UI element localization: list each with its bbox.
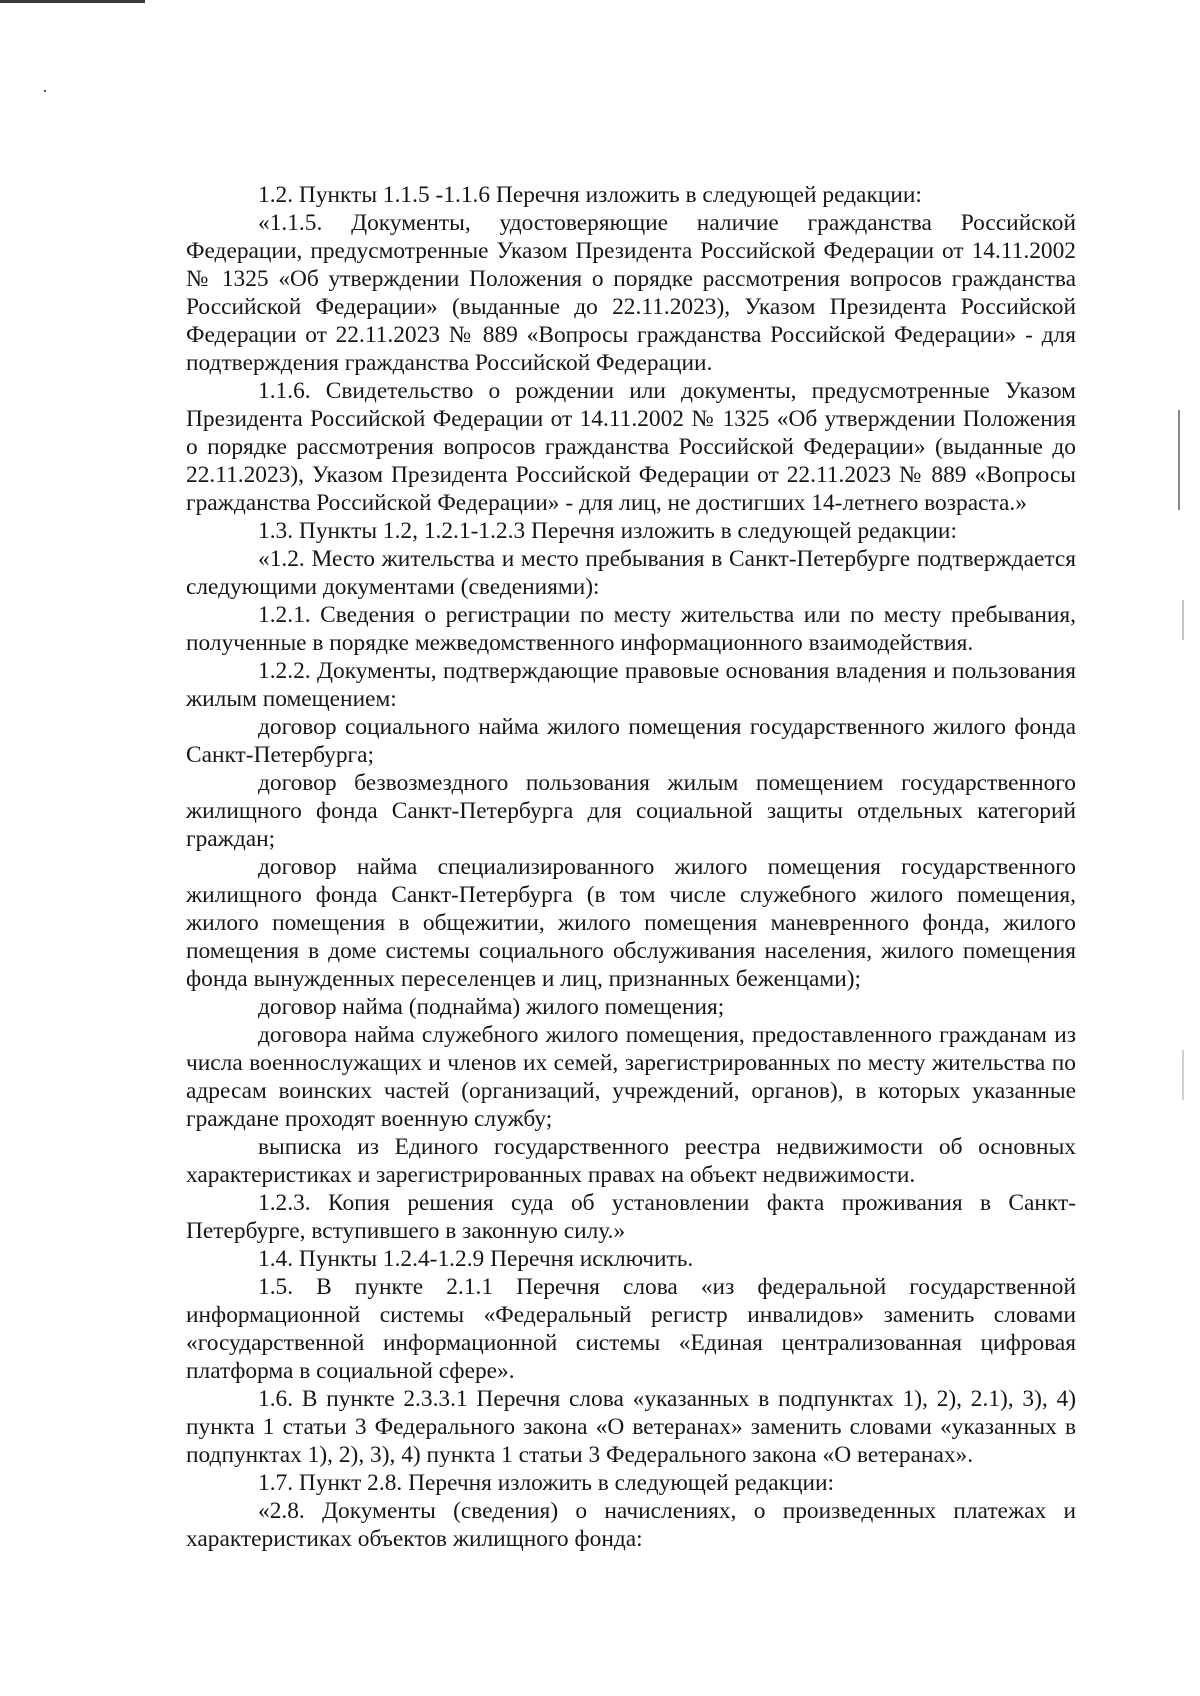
document-body	[186, 181, 1076, 1553]
paragraph: 1.4. Пункты 1.2.4-1.2.9 Перечня исключить.	[258, 1246, 694, 1272]
paragraph: договор социального найма жилого помещения государственного жилого фонда Санкт-Петербурга;	[186, 714, 1076, 768]
paragraph: договор безвозмездного пользования жилым помещением государственного жилищного фонда Санкт-Петербурга для социальной защиты отдельных категорий граждан;	[186, 770, 1076, 852]
scan-edge-mark	[1182, 600, 1184, 640]
scan-edge-mark	[1178, 410, 1180, 510]
paragraph: 1.7. Пункт 2.8. Перечня изложить в следующей редакции:	[258, 1470, 835, 1496]
paragraph: 1.3. Пункты 1.2, 1.2.1-1.2.3 Перечня изложить в следующей редакции:	[258, 518, 957, 544]
paragraph: 1.1.6. Свидетельство о рождении или документы, предусмотренные Указом Президента Российской Федерации от 14.11.2002 № 1325 «Об утверждении Положения о порядке рассмотрения вопросов гражданства Российской Федерации» (выданные до 22.11.2023), Указом Президента Российской Федерации от 22.11.2023 № 889 «Вопросы гражданства Российской Федерации» - для лиц, не достигших 14-летнего возраста.»	[186, 378, 1076, 516]
paragraph: «1.1.5. Документы, удостоверяющие наличие гражданства Российской Федерации, предусмотренные Указом Президента Российской Федерации от 14.11.2002 № 1325 «Об утверждении Положения о порядке рассмотрения вопросов гражданства Российской Федерации» (выданные до 22.11.2023), Указом Президента Российской Федерации от 22.11.2023 № 889 «Вопросы гражданства Российской Федерации» - для подтверждения гражданства Российской Федерации.	[186, 210, 1076, 376]
paragraph: 1.2. Пункты 1.1.5 -1.1.6 Перечня изложить в следующей редакции:	[258, 182, 922, 208]
paragraph: договор найма (поднайма) жилого помещения;	[258, 994, 725, 1020]
paragraph: договор найма специализированного жилого помещения государственного жилищного фонда Санкт-Петербурга (в том числе служебного жилого помещения, жилого помещения в общежитии, жилого помещения маневренного фонда, жилого помещения в доме системы социального обслуживания населения, жилого помещения фонда вынужденных переселенцев и лиц, признанных беженцами);	[186, 854, 1076, 992]
paragraph: 1.2.1. Сведения о регистрации по месту жительства или по месту пребывания, полученные в порядке межведомственного информационного взаимодействия.	[186, 602, 1076, 656]
scan-edge-mark	[0, 0, 145, 3]
paragraph: выписка из Единого государственного реестра недвижимости об основных характеристиках и зарегистрированных правах на объект недвижимости.	[186, 1134, 1076, 1188]
scan-edge-mark	[1182, 1050, 1184, 1100]
paragraph: «1.2. Место жительства и место пребывания в Санкт-Петербурге подтверждается следующими документами (сведениями):	[186, 546, 1076, 600]
paragraph: «2.8. Документы (сведения) о начислениях, о произведенных платежах и характеристиках объектов жилищного фонда:	[186, 1498, 1076, 1552]
paragraph: договора найма служебного жилого помещения, предоставленного гражданам из числа военнослужащих и членов их семей, зарегистрированных по месту жительства по адресам воинских частей (организаций, учреждений, органов), в которых указанные граждане проходят военную службу;	[186, 1022, 1076, 1132]
paragraph: 1.2.2. Документы, подтверждающие правовые основания владения и пользования жилым помещением:	[186, 658, 1076, 712]
scan-speck	[44, 90, 46, 92]
paragraph: 1.5. В пункте 2.1.1 Перечня слова «из федеральной государственной информационной системы «Федеральный регистр инвалидов» заменить словами «государственной информационной системы «Единая централизованная цифровая платформа в социальной сфере».	[186, 1274, 1076, 1384]
paragraph: 1.6. В пункте 2.3.3.1 Перечня слова «указанных в подпунктах 1), 2), 2.1), 3), 4) пункта 1 статьи 3 Федерального закона «О ветеранах» заменить словами «указанных в подпунктах 1), 2), 3), 4) пункта 1 статьи 3 Федерального закона «О ветеранах».	[186, 1386, 1076, 1468]
paragraph: 1.2.3. Копия решения суда об установлении факта проживания в Санкт-Петербурге, вступившего в законную силу.»	[186, 1190, 1076, 1244]
